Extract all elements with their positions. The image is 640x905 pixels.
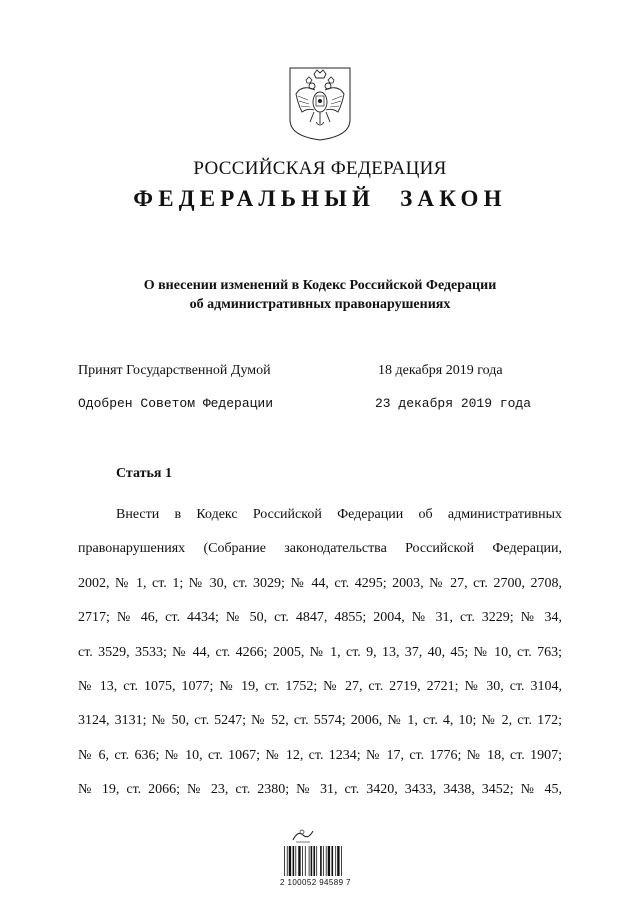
- country-name: РОССИЙСКАЯ ФЕДЕРАЦИЯ: [193, 158, 447, 179]
- barcode-number: 2 100052 94589 7: [280, 878, 351, 887]
- barcode-bar: [341, 846, 342, 876]
- council-approval-date: 23 декабря 2019 года: [375, 396, 532, 411]
- barcode-bar: [295, 846, 296, 876]
- barcode-bar: [313, 846, 315, 876]
- barcode-bar: [298, 846, 300, 876]
- barcode-bar: [332, 846, 334, 876]
- barcode-bar: [337, 846, 339, 876]
- article-body: [78, 498, 562, 808]
- law-title: [0, 276, 640, 314]
- barcode-bar: [309, 846, 310, 876]
- article-line: ст. 3529, 3533; № 44, ст. 4266; 2005, № 1, ст. 9, 13, 37, 40, 45; № 10, ст. 763;: [78, 644, 562, 660]
- registration-stamp-icon: [290, 826, 316, 844]
- duma-adoption-label: Принят Государственной Думой: [78, 363, 271, 378]
- law-title-line: О внесении изменений в Кодекс Российской Федерации: [143, 278, 497, 293]
- barcode-bar: [323, 846, 324, 876]
- article-line: Внести в Кодекс Российской Федерации об административных: [116, 507, 562, 522]
- council-approval-label: Одобрен Советом Федерации: [78, 396, 274, 411]
- article-line: 2002, № 1, ст. 1; № 30, ст. 3029; № 44, ст. 4295; 2003, № 27, ст. 2700, 2708,: [78, 575, 562, 591]
- barcode-bar: [305, 846, 306, 876]
- article-line: № 6, ст. 636; № 10, ст. 1067; № 12, ст. 1234; № 17, ст. 1776; № 18, ст. 1907;: [78, 747, 562, 763]
- barcode-bar: [320, 846, 322, 876]
- article-line: № 13, ст. 1075, 1077; № 19, ст. 1752; № 27, ст. 2719, 2721; № 30, ст. 3104,: [78, 678, 562, 694]
- barcode-bar: [326, 846, 327, 876]
- article-heading: Статья 1: [116, 466, 172, 481]
- duma-adoption-date: 18 декабря 2019 года: [378, 363, 503, 378]
- law-type: ФЕДЕРАЛЬНЫЙ ЗАКОН: [133, 186, 507, 211]
- barcode-bar: [302, 846, 303, 876]
- barcode-bar: [328, 846, 330, 876]
- article-line: 2717; № 46, ст. 4434; № 50, ст. 4847, 4855; 2004, № 31, ст. 3229; № 34,: [78, 610, 562, 626]
- barcode-bar: [293, 846, 295, 876]
- barcode-bar: [311, 846, 313, 876]
- article-line: № 19, ст. 2066; № 23, ст. 2380; № 31, ст. 3420, 3433, 3438, 3452; № 45,: [78, 782, 562, 798]
- barcode-bar: [335, 846, 336, 876]
- law-title-line: об административных правонарушениях: [189, 297, 451, 312]
- coat-of-arms-icon: [288, 66, 352, 142]
- article-line: 3124, 3131; № 50, ст. 5247; № 52, ст. 5574; 2006, № 1, ст. 4, 10; № 2, ст. 172;: [78, 713, 562, 729]
- barcode-icon: [283, 846, 363, 876]
- barcode-bar: [284, 846, 285, 876]
- barcode-bar: [287, 846, 288, 876]
- barcode-bar: [316, 846, 317, 876]
- article-line: правонарушениях (Собрание законодательства Российской Федерации,: [78, 541, 562, 557]
- barcode-bar: [289, 846, 291, 876]
